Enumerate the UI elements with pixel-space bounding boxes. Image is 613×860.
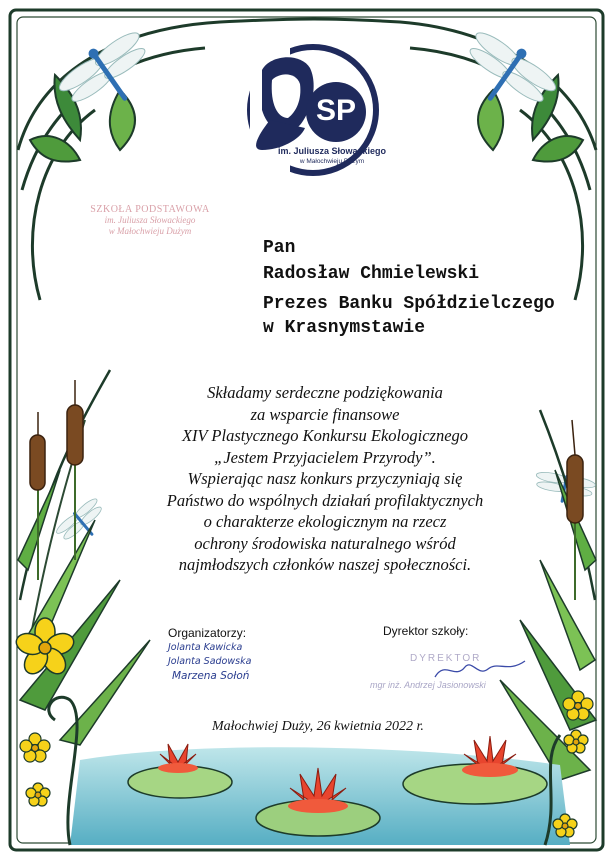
message-line: najmłodszych członków naszej społeczności. [178, 555, 472, 574]
organizer-signature-1: Jolanta Kawicka [168, 642, 243, 653]
yellow-flower-left-small-icon [20, 733, 50, 762]
organizer-signature-2: Jolanta Sadowska [168, 656, 252, 667]
logo-school-location: w Małochwieju Dużym [299, 158, 365, 165]
stamp-line-2: im. Juliusza Słowackiego [104, 215, 196, 225]
logo-initials: SP [315, 94, 357, 127]
director-signature [430, 655, 530, 685]
message-line: XIV Plastycznego Konkursu Ekologicznego [181, 426, 469, 445]
yellow-flower-right-small-icon [564, 730, 588, 753]
message-line: Państwo do wspólnych działań profilaktycznych [166, 490, 484, 510]
director-label: Dyrektor szkoły: [383, 624, 469, 638]
logo-school-name: im. Juliusza Słowackiego [277, 146, 387, 156]
recipient-location: w Krasnymstawie [263, 318, 426, 338]
message-line: „Jestem Przyjacielem Przyrody”. [214, 447, 436, 467]
thank-you-message [100, 382, 550, 576]
recipient-position: Prezes Banku Spółdzielczego [263, 294, 555, 314]
message-line: o charakterze ekologicznym na rzecz [203, 512, 447, 531]
school-stamp [70, 204, 230, 237]
message-line: za wsparcie finansowe [250, 404, 400, 424]
stamp-line-1: SZKOŁA PODSTAWOWA [90, 204, 210, 215]
organizer-signature-3: Marzena Sołoń [172, 670, 250, 682]
message-line: Składamy serdeczne podziękowania [207, 383, 443, 402]
director-stamp-title: DYREKTOR [410, 653, 482, 664]
recipient-salutation: Pan [263, 238, 296, 258]
recipient-name: Radosław Chmielewski [263, 264, 480, 284]
stamp-line-3: w Małochwieju Dużym [108, 226, 192, 236]
organizers-label: Organizatorzy: [168, 626, 247, 640]
yellow-flower-left-bottom-icon [26, 783, 50, 806]
message-line: ochrony środowiska naturalnego wśród [194, 533, 456, 553]
message-line: Wspierając nasz konkurs przyczyniają się [187, 469, 463, 488]
place-and-date: Małochwiej Duży, 26 kwietnia 2022 r. [212, 719, 424, 734]
cattail-right-icon [567, 420, 583, 600]
director-stamp-name: mgr inż. Andrzej Jasionowski [370, 680, 486, 690]
